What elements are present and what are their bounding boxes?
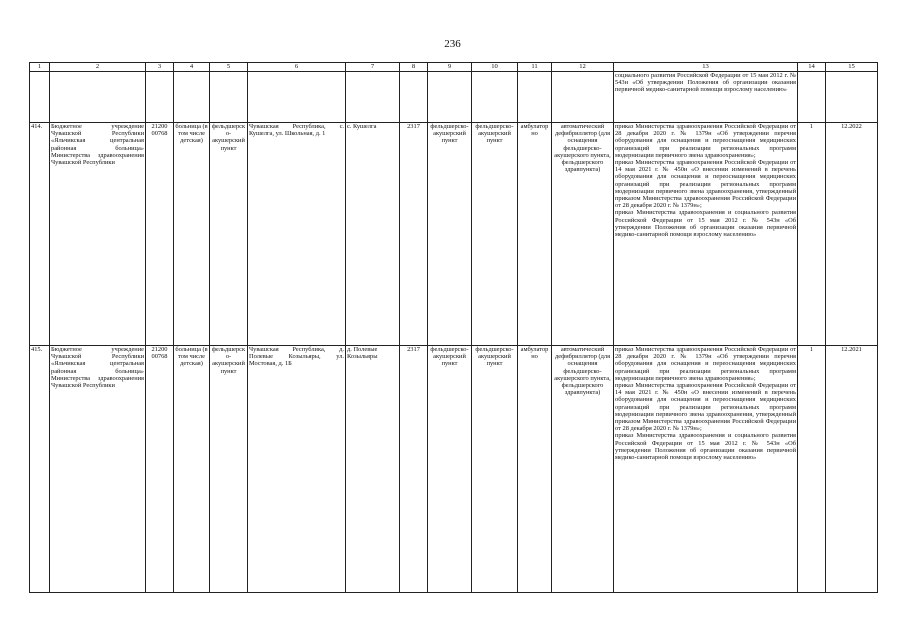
code-cell: 21200 00768 xyxy=(146,123,174,346)
column-header: 13 xyxy=(614,63,798,72)
legal-basis-item: приказ Министерства здравоохранения и социального развития Российской Федерации от 15 мая 2012 г. № 543н «Об утверждении Положения об организации оказания первичной медико-санитарной помощи взрослому населению» xyxy=(615,209,796,239)
subdivision-cell: фельдшерско-акушерский пункт xyxy=(472,123,518,346)
settlement-cell: с. Кушелга xyxy=(346,123,400,346)
equipment-table xyxy=(29,62,878,593)
address-cell: Чувашская Республика, д. Полевые Козыльяры, ул. Мостовая, д. 1Б xyxy=(248,346,346,593)
legal-basis-item: приказ Министерства здравоохранения Российской Федерации от 14 мая 2021 г. № 450н «О внесении изменений в перечень оборудования для оснащения и переоснащения медицинских организаций при реализации региональных программ модернизации первичного звена здравоохранения, утвержденный приказом Министерства здравоохранения Российской Федерации от 28 декабря 2020 г. № 1379н»; xyxy=(615,382,796,433)
organization-cell: Бюджетное учреждение Чувашской Республики «Яльчикская центральная районная больница» Министерства здравоохранения Чувашской Республики xyxy=(50,123,146,346)
column-header: 6 xyxy=(248,63,346,72)
quantity-cell: 1 xyxy=(798,123,826,346)
address-cell: Чувашская Республика, с. Кушелга, ул. Школьная, д. 1 xyxy=(248,123,346,346)
column-header: 4 xyxy=(174,63,210,72)
unit-cell: фельдшерско-акушерский пункт xyxy=(210,346,248,593)
subdivision-cell: фельдшерско-акушерский пункт xyxy=(428,123,472,346)
table-row xyxy=(30,123,878,346)
quantity-cell: 1 xyxy=(798,346,826,593)
column-number-row xyxy=(30,63,878,72)
column-header: 11 xyxy=(518,63,552,72)
legal-basis-cell xyxy=(614,346,798,593)
subdivision-cell: фельдшерско-акушерский пункт xyxy=(472,346,518,593)
column-header: 10 xyxy=(472,63,518,72)
legal-basis-cell xyxy=(614,123,798,346)
population-cell: 2317 xyxy=(400,123,428,346)
legal-basis-item: приказ Министерства здравоохранения и социального развития Российской Федерации от 15 мая 2012 г. № 543н «Об утверждении Положения об организации оказания первичной медико-санитарной помощи взрослому населению» xyxy=(615,432,796,462)
column-header: 3 xyxy=(146,63,174,72)
row-number: 415. xyxy=(30,346,50,593)
legal-basis-cell: социального развития Российской Федерации от 15 мая 2012 г. № 543н «Об утверждении Положения об организации оказания первичной медико-санитарной помощи взрослому населению» xyxy=(614,72,798,123)
date-cell: 12.2021 xyxy=(826,346,878,593)
subdivision-cell: фельдшерско-акушерский пункт xyxy=(428,346,472,593)
page-number: 236 xyxy=(444,38,461,50)
legal-basis-item: приказ Министерства здравоохранения Российской Федерации от 28 декабря 2020 г. № 1379н «Об утверждении перечня оборудования для оснащения и переоснащения медицинских организаций при реализации региональных программ модернизации первичного звена здравоохранения»; xyxy=(615,123,796,159)
column-header: 2 xyxy=(50,63,146,72)
legal-basis-item: приказ Министерства здравоохранения Российской Федерации от 14 мая 2021 г. № 450н «О внесении изменений в перечень оборудования для оснащения и переоснащения медицинских организаций при реализации региональных программ модернизации первичного звена здравоохранения, утвержденный приказом Министерства здравоохранения Российской Федерации от 28 декабря 2020 г. № 1379н»; xyxy=(615,159,796,210)
care-mode-cell: амбулаторно xyxy=(518,346,552,593)
unit-cell: фельдшерско-акушерский пункт xyxy=(210,123,248,346)
column-header: 9 xyxy=(428,63,472,72)
column-header: 8 xyxy=(400,63,428,72)
column-header: 7 xyxy=(346,63,400,72)
population-cell: 2317 xyxy=(400,346,428,593)
row-number: 414. xyxy=(30,123,50,346)
facility-type-cell: больница (в том числе детская) xyxy=(174,346,210,593)
table-row xyxy=(30,346,878,593)
column-header: 15 xyxy=(826,63,878,72)
organization-cell: Бюджетное учреждение Чувашской Республики «Яльчикская центральная районная больница» Министерства здравоохранения Чувашской Республики xyxy=(50,346,146,593)
column-header: 5 xyxy=(210,63,248,72)
equipment-cell: автоматический дефибриллятор (для оснащения фельдшерско-акушерского пункта, фельдшерского здравпункта) xyxy=(552,123,614,346)
facility-type-cell: больница (в том числе детская) xyxy=(174,123,210,346)
continuation-row xyxy=(30,72,878,123)
date-cell: 12.2022 xyxy=(826,123,878,346)
column-header: 12 xyxy=(552,63,614,72)
column-header: 1 xyxy=(30,63,50,72)
code-cell: 21200 00768 xyxy=(146,346,174,593)
settlement-cell: д. Полевые Козыльяры xyxy=(346,346,400,593)
care-mode-cell: амбулаторно xyxy=(518,123,552,346)
column-header: 14 xyxy=(798,63,826,72)
legal-basis-item: приказ Министерства здравоохранения Российской Федерации от 28 декабря 2020 г. № 1379н «Об утверждении перечня оборудования для оснащения и переоснащения медицинских организаций при реализации региональных программ модернизации первичного звена здравоохранения»; xyxy=(615,346,796,382)
equipment-cell: автоматический дефибриллятор (для оснащения фельдшерско-акушерского пункта, фельдшерского здравпункта) xyxy=(552,346,614,593)
